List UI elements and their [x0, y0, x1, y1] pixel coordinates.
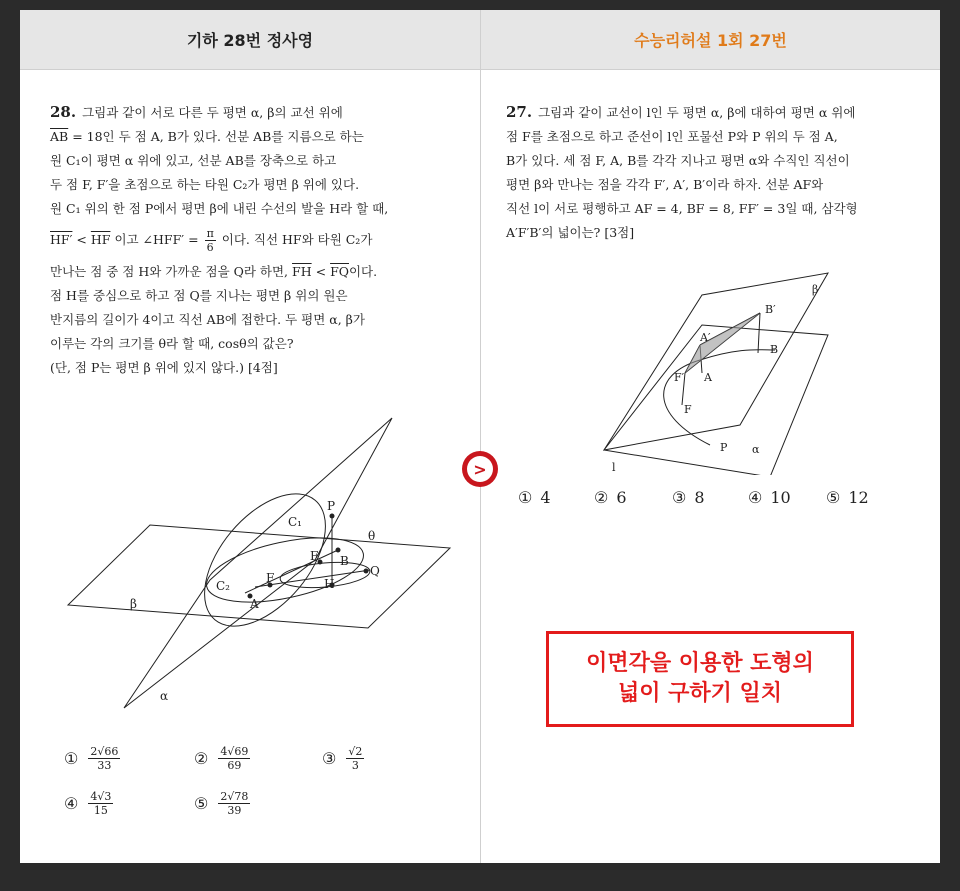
left-line-1	[50, 100, 460, 125]
choice-mark: ③	[322, 749, 337, 768]
label-alpha: α	[160, 689, 169, 703]
label-l: l	[612, 461, 616, 474]
left-line-5: 원 C₁ 위의 한 점 P에서 평면 β에 내린 수선의 발을 H라 할 때,	[50, 201, 389, 216]
frac-num: π	[206, 227, 214, 240]
right-problem-number: 27.	[506, 103, 533, 121]
choice-frac	[88, 790, 113, 817]
right-line-4: 평면 β와 만나는 점을 각각 F′, A′, B′이라 하자. 선분 AF와	[506, 177, 824, 192]
choice-value: 4	[540, 488, 551, 507]
circle-c1	[181, 472, 349, 648]
left-figure	[60, 410, 460, 720]
label-theta: θ	[368, 529, 376, 543]
comparison-panel	[20, 10, 940, 863]
label-beta-right: β	[812, 283, 819, 296]
label-fprime: F′	[310, 549, 322, 563]
left-choice-1[interactable]	[64, 745, 122, 772]
left-line-2	[50, 125, 460, 149]
segment-fq: $\overline{FQ}$	[330, 264, 349, 279]
choice-mark: ⑤	[826, 488, 841, 507]
ellipse-c2	[201, 526, 369, 614]
less-than: <	[76, 232, 87, 247]
frac-num: 4√69	[220, 745, 249, 758]
chevron-right-icon: >	[467, 456, 493, 482]
frac-num: 4√3	[90, 790, 112, 803]
angle-text: 이고 ∠HFF′ =	[114, 232, 199, 247]
right-line-6: A′F′B′의 넓이는? [3점]	[506, 225, 635, 240]
label-alpha-right: α	[752, 443, 760, 456]
choice-mark: ④	[64, 794, 79, 813]
frac-num: 2√66	[90, 745, 119, 758]
right-text: 그림과 같이 교선이 l인 두 평면 α, β에 대하여 평면 α 위에	[538, 105, 856, 120]
parabola-p	[664, 350, 775, 445]
frac-den: 39	[227, 804, 242, 817]
choice-mark: ①	[518, 488, 533, 507]
label-beta: β	[130, 597, 137, 611]
segment-ab: $\overline{AB}$	[50, 129, 69, 144]
left-line-3: 원 C₁이 평면 α 위에 있고, 선분 AB를 장축으로 하고	[50, 153, 337, 168]
label-a-right: A	[704, 371, 712, 384]
left-problem-number: 28.	[50, 103, 77, 121]
label-p-right: P	[720, 441, 728, 454]
less-than: <	[315, 264, 327, 279]
label-aprime: A′	[700, 331, 711, 344]
segment-hfp: HF′	[50, 232, 73, 247]
choice-value: 10	[770, 488, 791, 507]
frac-den: 15	[93, 804, 108, 817]
choice-value: 12	[848, 488, 869, 507]
choice-mark: ②	[194, 749, 209, 768]
left-line-10: 이루는 각의 크기를 θ라 할 때, cosθ의 값은?	[50, 336, 294, 351]
left-choice-5[interactable]	[194, 790, 252, 817]
choice-value: 8	[694, 488, 705, 507]
left-problem-text	[50, 100, 460, 380]
comparison-callout	[546, 631, 854, 727]
frac-den: 69	[227, 759, 242, 772]
left-line-7	[50, 260, 460, 284]
callout-line-2: 넓이 구하기 일치	[617, 681, 783, 706]
right-line-5: 직선 l이 서로 평행하고 AF = 4, BF = 8, FF′ = 3일 때, 삼각형	[506, 201, 858, 216]
choice-frac	[346, 745, 364, 772]
frac-den: 3	[351, 759, 359, 772]
divider	[480, 10, 481, 863]
choice-mark: ①	[64, 749, 79, 768]
right-figure	[590, 265, 830, 475]
right-line-3: B가 있다. 세 점 F, A, B를 각각 지나고 평면 α와 수직인 직선이	[506, 153, 850, 168]
label-c1: C₁	[288, 515, 302, 529]
left-text: 이다.	[348, 264, 378, 279]
label-f: F	[266, 571, 275, 585]
right-line-2: 점 F를 초점으로 하고 준선이 l인 포물선 P와 P 위의 두 점 A,	[506, 129, 838, 144]
header-right: 수능리허설 1회 27번	[481, 10, 940, 70]
choice-mark: ④	[748, 488, 763, 507]
right-choice-3[interactable]	[672, 488, 705, 507]
frac-den: 33	[97, 759, 112, 772]
plane-beta-right	[604, 273, 828, 450]
segment-fh: $\overline{FH}$	[292, 264, 312, 279]
label-fprime-right: F′	[674, 371, 685, 384]
frac-num: 2√78	[220, 790, 249, 803]
segment-hf: $\overline{HF}$	[90, 232, 111, 247]
label-c2: C₂	[216, 579, 230, 593]
right-choice-4[interactable]	[748, 488, 791, 507]
left-choice-3[interactable]	[322, 745, 366, 772]
right-choice-5[interactable]	[826, 488, 869, 507]
label-bprime: B′	[765, 303, 776, 316]
left-text: 이다. 직선 HF와 타원 C₂가	[221, 232, 373, 247]
callout-line-1: 이면각을 이용한 도형의	[586, 651, 814, 676]
frac-num: √2	[348, 745, 363, 758]
choice-frac	[88, 745, 120, 772]
chevron-right-circle-icon[interactable]	[462, 451, 498, 487]
left-line-11: (단, 점 P는 평면 β 위에 있지 않다.) [4점]	[50, 360, 278, 375]
choice-value: 6	[616, 488, 627, 507]
header-left: 기하 28번 정사영	[20, 10, 480, 70]
left-choice-2[interactable]	[194, 745, 252, 772]
left-text: 만나는 점 중 점 H와 가까운 점을 Q라 하면,	[50, 264, 289, 279]
right-choice-1[interactable]	[518, 488, 551, 507]
frac-den: 6	[206, 241, 214, 254]
choice-mark: ⑤	[194, 794, 209, 813]
left-text: 그림과 같이 서로 다른 두 평면 α, β의 교선 위에	[82, 105, 343, 120]
pi-over-6	[205, 227, 216, 254]
right-choice-2[interactable]	[594, 488, 627, 507]
choice-mark: ③	[672, 488, 687, 507]
label-q: Q	[370, 564, 380, 578]
label-a: A	[250, 597, 259, 611]
label-b-right: B	[770, 343, 779, 356]
left-choice-4[interactable]	[64, 790, 115, 817]
right-line-1	[506, 100, 926, 125]
label-f-right: F	[684, 403, 692, 416]
right-problem-text	[506, 100, 926, 245]
plane-beta	[68, 525, 450, 628]
label-p: P	[327, 499, 336, 513]
left-line-8: 점 H를 중심으로 하고 점 Q를 지나는 평면 β 위의 원은	[50, 288, 348, 303]
left-text: = 18인 두 점 A, B가 있다. 선분 AB를 지름으로 하는	[72, 129, 364, 144]
left-line-9: 반지름의 길이가 4이고 직선 AB에 접한다. 두 평면 α, β가	[50, 312, 365, 327]
choice-frac	[218, 745, 250, 772]
choice-frac	[218, 790, 250, 817]
left-line-6	[50, 227, 460, 254]
left-line-4: 두 점 F, F′을 초점으로 하는 타원 C₂가 평면 β 위에 있다.	[50, 177, 360, 192]
label-h: H	[324, 577, 335, 591]
choice-mark: ②	[594, 488, 609, 507]
label-b: B	[340, 554, 349, 568]
